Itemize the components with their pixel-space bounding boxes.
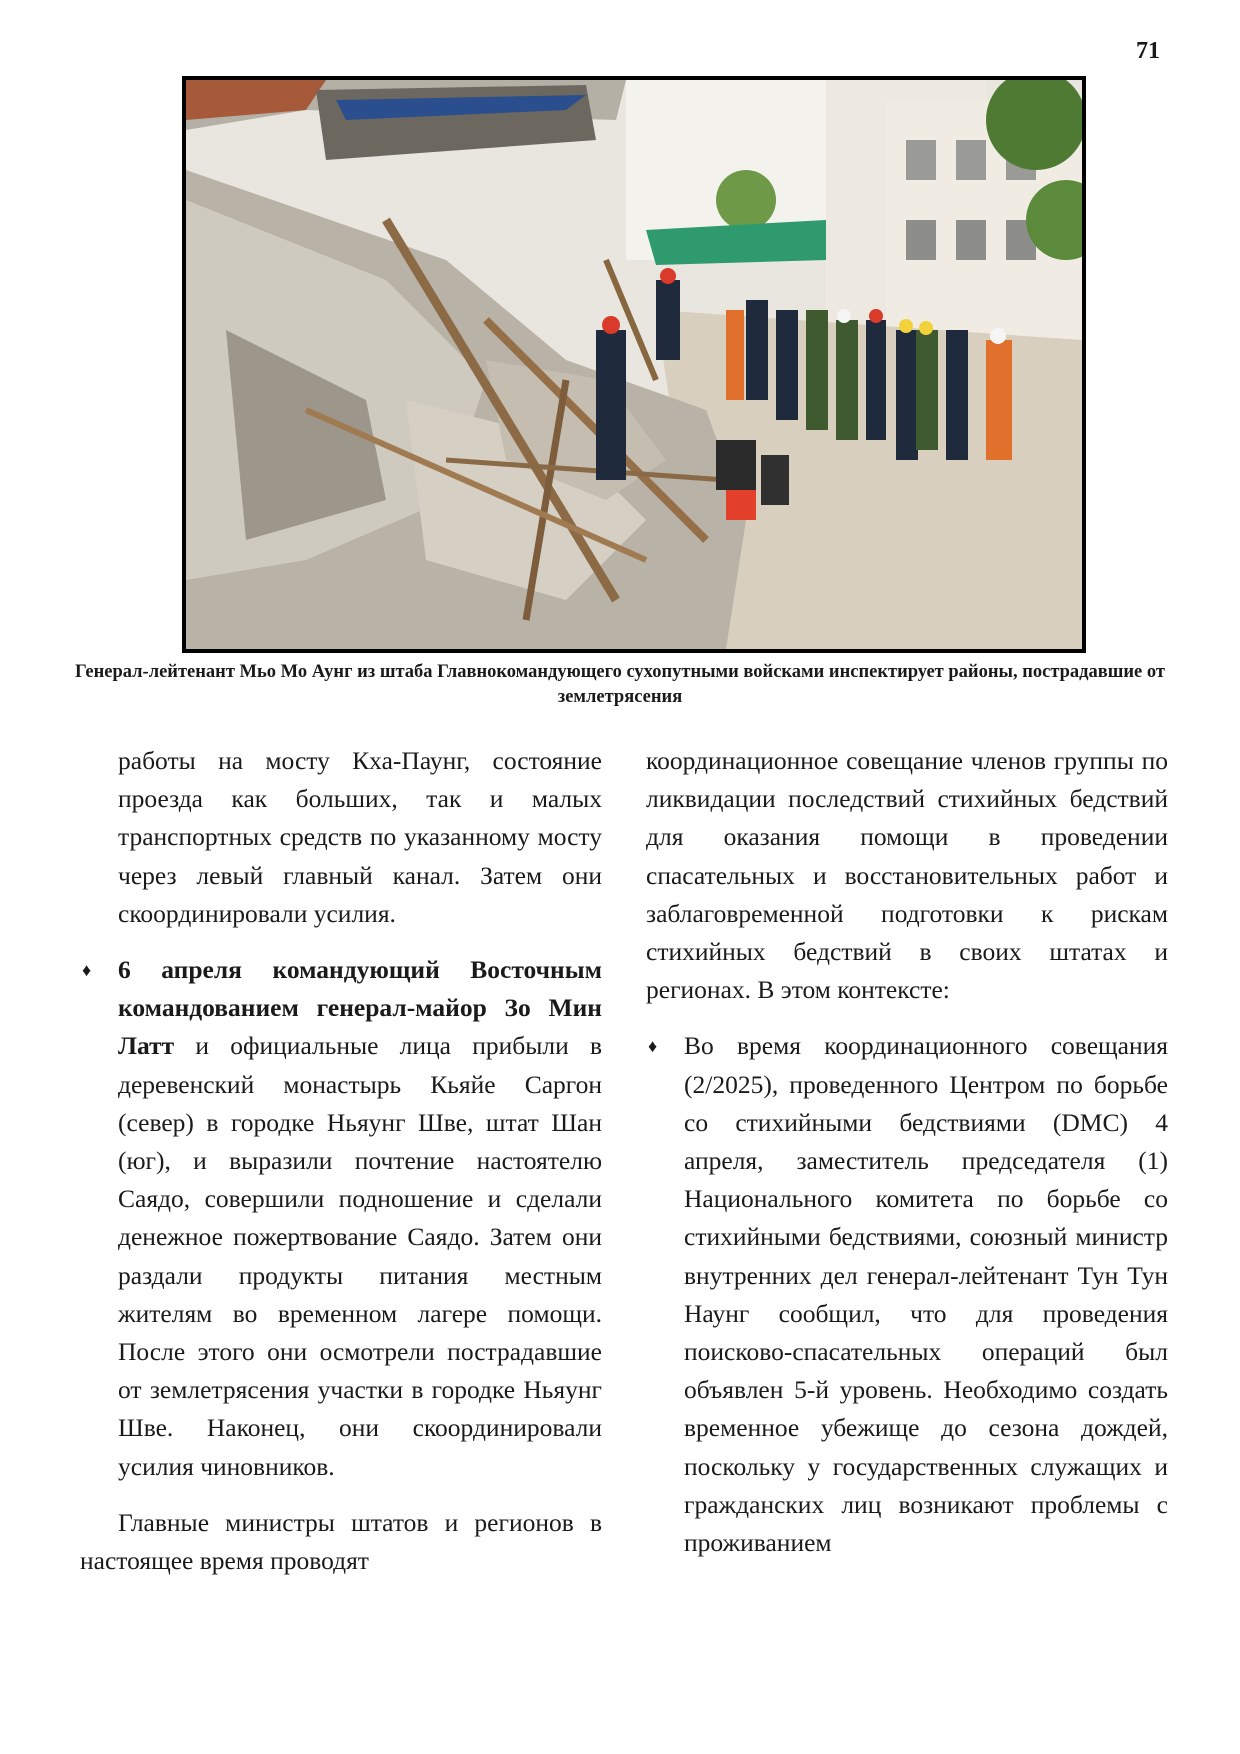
list-item xyxy=(648,1027,1168,1562)
bullet-diamond-icon: ♦ xyxy=(648,1036,658,1057)
earthquake-rubble-photo xyxy=(182,76,1086,653)
left-column xyxy=(80,742,602,1580)
left-paragraph-1: работы на мосту Кха-Паунг, состояние проезда как больших, так и малых транспортных средств по указанному мосту через левый главный канал. Затем они скоординировали усилия. xyxy=(118,746,602,928)
bullet-diamond-icon: ♦ xyxy=(82,960,92,981)
left-bullet-bold: 6 апреля командующий Восточным командованием генерал-майор Зо Мин Латт xyxy=(118,955,602,1061)
left-bullet-text xyxy=(118,951,602,1486)
page-number: 71 xyxy=(1136,38,1160,64)
photo-caption: Генерал-лейтенант Мьо Мо Аунг из штаба Главнокомандующего сухопутными войсками инспектирует районы, пострадавшие от землетрясения xyxy=(75,662,1165,707)
list-item xyxy=(82,951,602,1486)
left-paragraph-2: Главные министры штатов и регионов в настоящее время проводят xyxy=(80,1507,602,1576)
left-bullet-body: и официальные лица прибыли в деревенский монастырь Кьяйе Саргон (север) в городке Ньяунг Шве, штат Шан (юг), и выразили почтение настоятелю Саядо, совершили подношение и сделали денежное пожертвование Саядо. Затем они раздали продукты питания местным жителям во временном лагере помощи. После этого они осмотрели пострадавшие от землетрясения участки в городке Ньяунг Шве. Наконец, они скоординировали усилия чиновников. xyxy=(118,1031,602,1481)
right-column xyxy=(646,742,1168,1562)
right-paragraph-1: координационное совещание членов группы по ликвидации последствий стихийных бедствий для оказания помощи в проведении спасательных и восстановительных работ и заблаговременной подготовки к рискам стихийных бедствий в своих штатах и регионах. В этом контексте: xyxy=(646,746,1168,1005)
right-bullet-text: Во время координационного совещания (2/2025), проведенного Центром по борьбе со стихийными бедствиями (DMC) 4 апреля, заместитель председателя (1) Национального комитета по борьбе со стихийными бедствиями, союзный министр внутренних дел генерал-лейтенант Тун Тун Наунг сообщил, что для проведения поисково-спасательных операций был объявлен 5-й уровень. Необходимо создать временное убежище до сезона дождей, поскольку у государственных служащих и гражданских лиц возникают проблемы с проживанием xyxy=(684,1031,1168,1558)
